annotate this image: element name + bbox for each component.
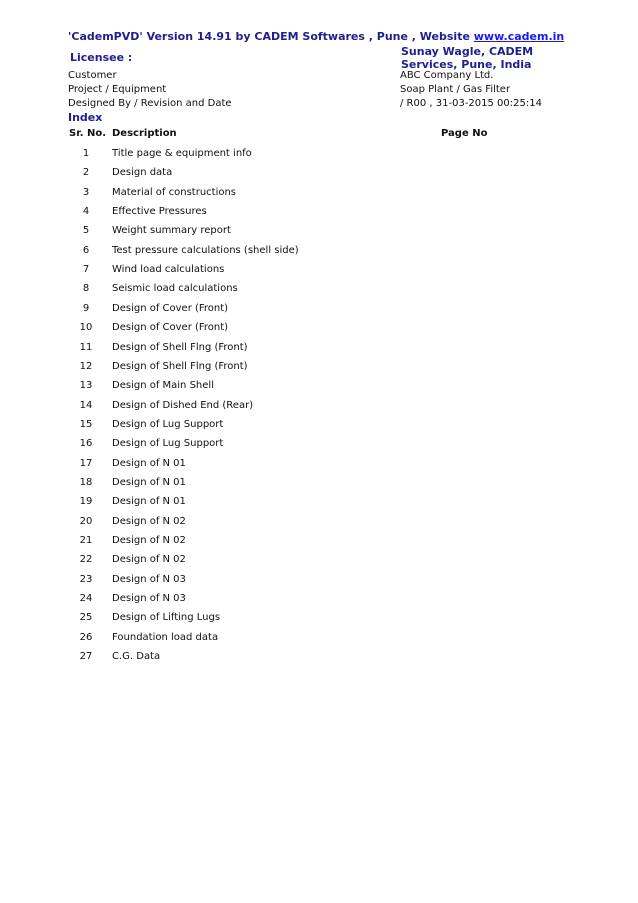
row-description: Design of Main Shell (112, 380, 214, 391)
licensee-name: Sunay Wagle, CADEM Services, Pune, India (401, 45, 534, 71)
customer-value: ABC Company Ltd. (400, 70, 494, 81)
row-number: 19 (79, 496, 93, 507)
program-title-text: 'CademPVD' Version 14.91 by CADEM Softwares , Pune , Website (68, 30, 474, 43)
row-number: 7 (82, 264, 90, 275)
row-description: C.G. Data (112, 651, 161, 662)
row-description: Material of constructions (112, 187, 237, 198)
designed-value: / R00 , 31-03-2015 00:25:14 (400, 98, 542, 109)
row-number: 22 (79, 554, 93, 565)
row-description: Design of N 02 (112, 516, 186, 527)
col-header-page-no: Page No (441, 128, 488, 139)
row-description: Wind load calculations (112, 264, 225, 275)
row-number: 6 (82, 245, 90, 256)
row-number: 13 (79, 380, 93, 391)
row-description: Design of N 01 (112, 458, 186, 469)
row-number: 20 (79, 516, 93, 527)
row-description: Foundation load data (112, 632, 219, 643)
row-number: 14 (79, 400, 93, 411)
row-number: 16 (79, 438, 93, 449)
row-description: Design of Shell Flng (Front) (112, 361, 248, 372)
row-description: Design of Cover (Front) (112, 322, 229, 333)
designed-label: Designed By / Revision and Date (68, 98, 232, 109)
row-description: Test pressure calculations (shell side) (112, 245, 299, 256)
row-number: 15 (79, 419, 93, 430)
col-header-srno: Sr. No. (69, 128, 107, 139)
row-description: Design of Cover (Front) (112, 303, 229, 314)
row-number: 2 (82, 167, 90, 178)
row-number: 12 (79, 361, 93, 372)
row-number: 1 (82, 148, 90, 159)
row-number: 10 (79, 322, 93, 333)
row-number: 11 (79, 342, 93, 353)
row-description: Design of Lug Support (112, 438, 224, 449)
index-title: Index (68, 111, 103, 124)
project-label: Project / Equipment (68, 84, 167, 95)
row-description: Design of N 01 (112, 477, 186, 488)
row-description: Design of Dished End (Rear) (112, 400, 254, 411)
row-description: Seismic load calculations (112, 283, 238, 294)
row-description: Design of N 02 (112, 554, 186, 565)
row-description: Design data (112, 167, 173, 178)
website-link[interactable]: www.cadem.in (473, 30, 565, 43)
row-number: 24 (79, 593, 93, 604)
row-description: Design of Lifting Lugs (112, 612, 221, 623)
row-description: Design of Shell Flng (Front) (112, 342, 248, 353)
row-description: Design of Lug Support (112, 419, 224, 430)
row-number: 27 (79, 651, 93, 662)
row-description: Title page & equipment info (112, 148, 252, 159)
row-number: 25 (79, 612, 93, 623)
row-number: 4 (82, 206, 90, 217)
row-description: Effective Pressures (112, 206, 207, 217)
row-number: 8 (82, 283, 90, 294)
row-number: 23 (79, 574, 93, 585)
program-title (68, 30, 564, 43)
licensee-label: Licensee : (70, 51, 133, 64)
row-description: Design of N 03 (112, 574, 186, 585)
row-number: 9 (82, 303, 90, 314)
row-description: Design of N 01 (112, 496, 186, 507)
row-number: 18 (79, 477, 93, 488)
project-value: Soap Plant / Gas Filter (400, 84, 511, 95)
col-header-description: Description (112, 128, 177, 139)
row-number: 5 (82, 225, 90, 236)
row-description: Weight summary report (112, 225, 231, 236)
customer-label: Customer (68, 70, 117, 81)
row-description: Design of N 03 (112, 593, 186, 604)
row-number: 17 (79, 458, 93, 469)
row-number: 21 (79, 535, 93, 546)
row-number: 3 (82, 187, 90, 198)
row-number: 26 (79, 632, 93, 643)
row-description: Design of N 02 (112, 535, 186, 546)
